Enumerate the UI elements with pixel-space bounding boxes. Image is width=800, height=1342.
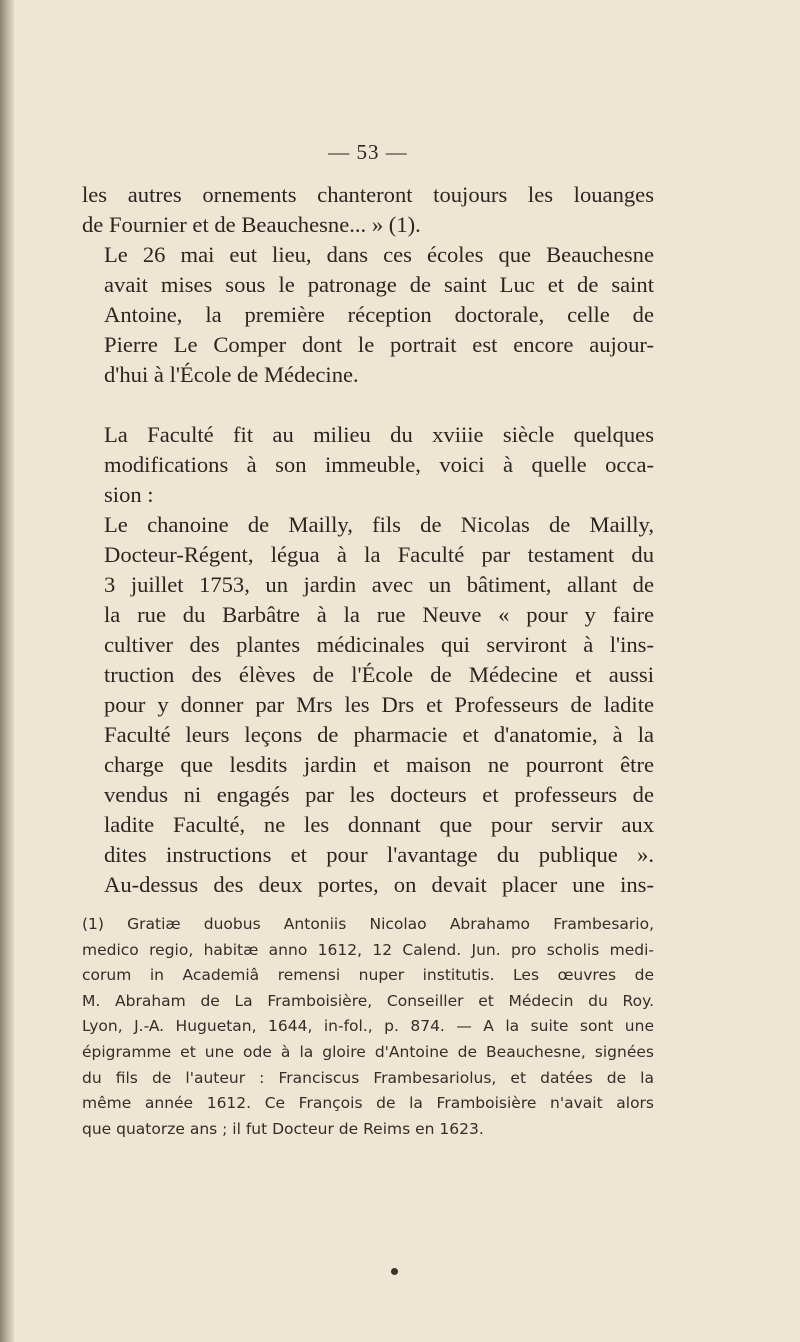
paragraph xyxy=(82,420,654,510)
footnote-line: même année 1612. Ce François de la Framboisière n'avait alors xyxy=(82,1094,654,1113)
footnote-line: du fils de l'auteur : Franciscus Frambesariolus, et datées de la xyxy=(82,1068,654,1087)
text-line: Le 26 mai eut lieu, dans ces écoles que Beauchesne xyxy=(104,242,654,267)
paragraph xyxy=(82,510,654,900)
text-line: la rue du Barbâtre à la rue Neuve « pour y faire xyxy=(104,602,654,627)
text-line: Au-dessus des deux portes, on devait placer une ins- xyxy=(104,872,654,897)
text-line: ladite Faculté, ne les donnant que pour servir aux xyxy=(104,812,654,837)
book-gutter-edge xyxy=(0,0,14,1342)
text-line: La Faculté fit au milieu du xviiie siècle quelques xyxy=(104,422,654,447)
footnote-line: corum in Academiâ remensi nuper institutis. Les œuvres de xyxy=(82,966,654,985)
text-line: cultiver des plantes médicinales qui serviront à l'ins- xyxy=(104,632,654,657)
footnote-line: épigramme et une ode à la gloire d'Antoine de Beauchesne, signées xyxy=(82,1042,654,1061)
text-line: dites instructions et pour l'avantage du publique ». xyxy=(104,842,654,867)
text-line: sion : xyxy=(104,482,154,507)
text-line: Docteur-Régent, légua à la Faculté par testament du xyxy=(104,542,654,567)
text-line: truction des élèves de l'École de Médecine et aussi xyxy=(104,662,654,687)
footnote-line: (1) Gratiæ duobus Antoniis Nicolao Abrahamo Frambesario, xyxy=(82,915,654,933)
text-line: charge que lesdits jardin et maison ne pourront être xyxy=(104,752,654,777)
text-line: Antoine, la première réception doctorale, celle de xyxy=(104,302,654,327)
text-line: 3 juillet 1753, un jardin avec un bâtiment, allant de xyxy=(104,572,654,597)
footnote-line: Lyon, J.-A. Huguetan, 1644, in-fol., p. 874. — A la suite sont une xyxy=(82,1017,654,1036)
text-line: modifications à son immeuble, voici à quelle occa- xyxy=(104,452,654,477)
footnote xyxy=(82,912,654,1142)
text-line: pour y donner par Mrs les Drs et Professeurs de ladite xyxy=(104,692,654,717)
text-line: Le chanoine de Mailly, fils de Nicolas de Mailly, xyxy=(104,512,654,537)
text-line: Faculté leurs leçons de pharmacie et d'anatomie, à la xyxy=(104,722,654,747)
body-text xyxy=(82,180,654,900)
footnote-line: medico regio, habitæ anno 1612, 12 Calend. Jun. pro scholis medi- xyxy=(82,940,654,959)
text-line: les autres ornements chanteront toujours les louanges xyxy=(82,182,654,207)
text-line: avait mises sous le patronage de saint Luc et de saint xyxy=(104,272,654,297)
text-line: de Fournier et de Beauchesne... » (1). xyxy=(82,212,421,237)
footnote-line: que quatorze ans ; il fut Docteur de Reims en 1623. xyxy=(82,1119,484,1138)
page-number: — 53 — xyxy=(328,140,408,164)
text-line: d'hui à l'École de Médecine. xyxy=(104,362,359,387)
footnote-line: M. Abraham de La Framboisière, Conseiller et Médecin du Roy. xyxy=(82,991,654,1010)
paragraph xyxy=(82,240,654,390)
paragraph xyxy=(82,180,654,240)
text-line: Pierre Le Comper dont le portrait est encore aujour- xyxy=(104,332,654,357)
text-line: vendus ni engagés par les docteurs et professeurs de xyxy=(104,782,654,807)
printer-ornament-dot xyxy=(391,1268,398,1275)
